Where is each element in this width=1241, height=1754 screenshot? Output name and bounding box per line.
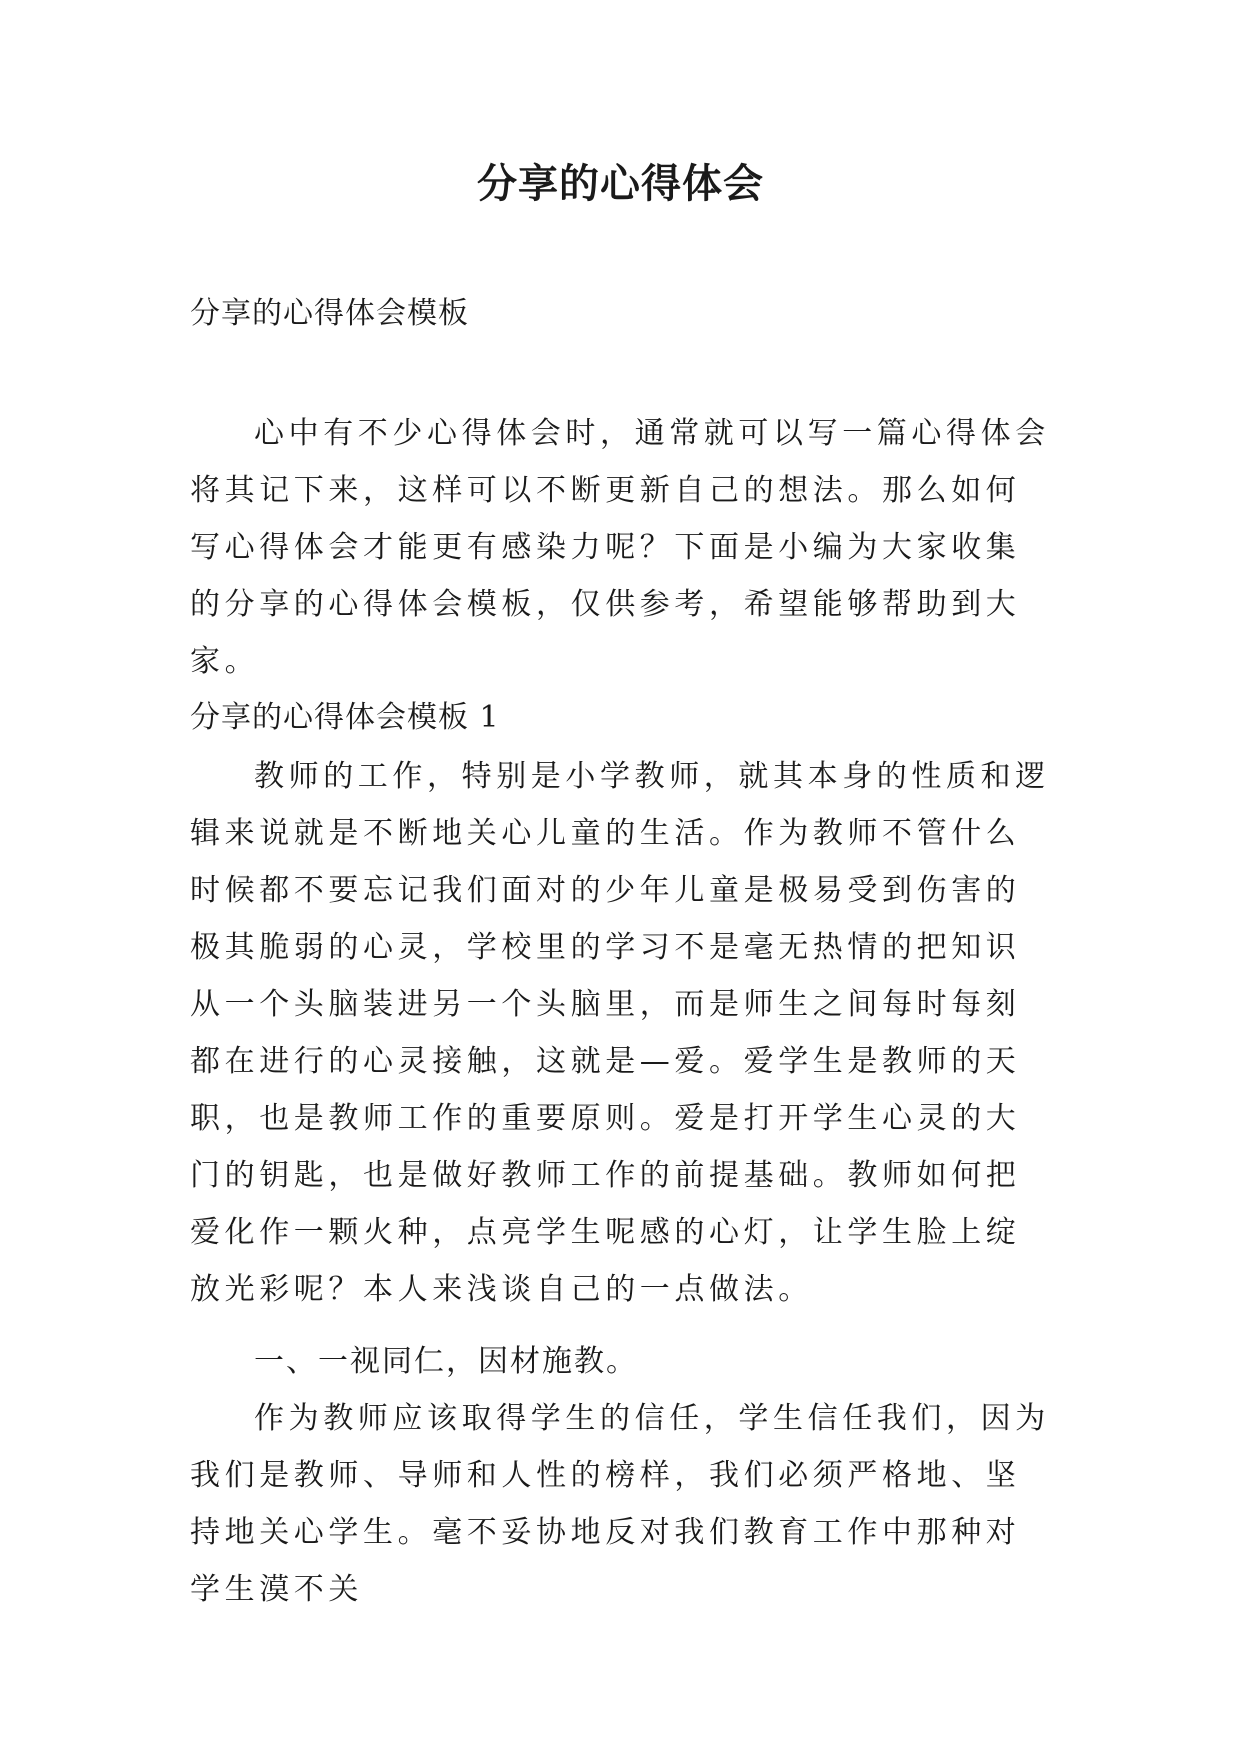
section-paragraph: 教师的工作，特别是小学教师，就其本身的性质和逻辑来说就是不断地关心儿童的生活。作为教师不管什么时候都不要忘记我们面对的少年儿童是极易受到伤害的极其脆弱的心灵，学校里的学习不是毫无热情的把知识从一个头脑装进另一个头脑里，而是师生之间每时每刻都在进行的心灵接触，这就是—爱。爱学生是教师的天职，也是教师工作的重要原则。爱是打开学生心灵的大门的钥匙，也是做好教师工作的前提基础。教师如何把爱化作一颗火种，点亮学生呢感的心灯，让学生脸上绽放光彩呢？本人来浅谈自己的一点做法。 xyxy=(190,759,1050,1307)
intro-paragraph: 心中有不少心得体会时，通常就可以写一篇心得体会将其记下来，这样可以不断更新自己的想法。那么如何写心得体会才能更有感染力呢？下面是小编为大家收集的分享的心得体会模板，仅供参考，希望能够帮助到大家。 xyxy=(190,416,1050,679)
section-heading: 分享的心得体会模板 1 xyxy=(190,700,500,735)
document-title: 分享的心得体会 xyxy=(477,160,764,207)
document-subtitle: 分享的心得体会模板 xyxy=(190,296,469,331)
point-paragraph: 作为教师应该取得学生的信任，学生信任我们，因为我们是教师、导师和人性的榜样，我们必须严格地、坚持地关心学生。毫不妥协地反对我们教育工作中那种对学生漠不关 xyxy=(190,1401,1050,1607)
point-heading: 一、一视同仁，因材施教。 xyxy=(254,1344,638,1379)
